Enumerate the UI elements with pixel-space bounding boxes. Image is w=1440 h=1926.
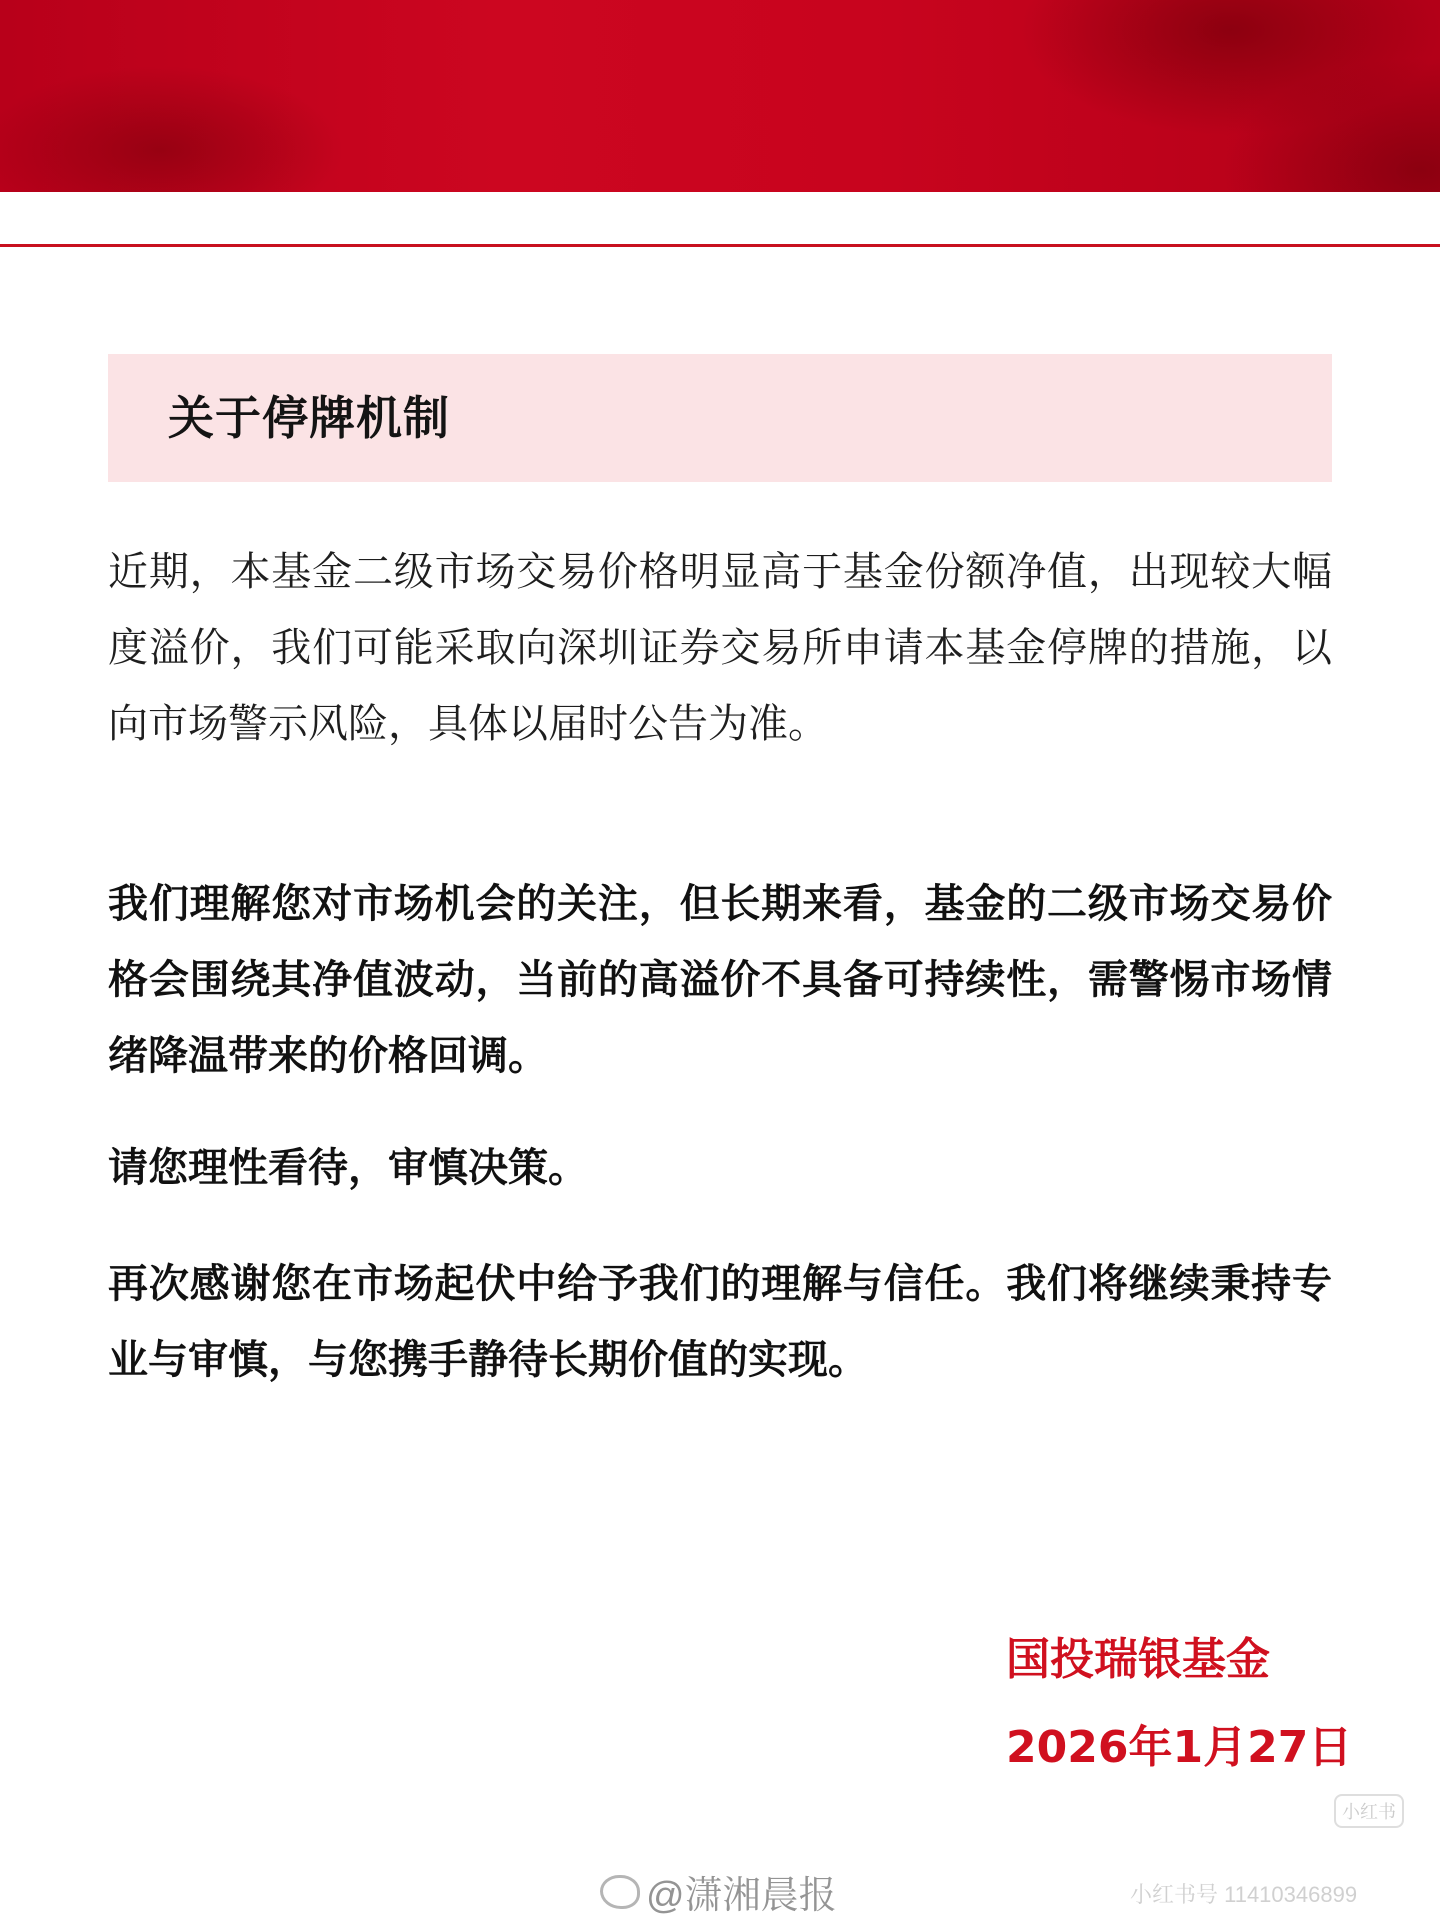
weibo-icon bbox=[600, 1875, 640, 1909]
section-header bbox=[108, 354, 1332, 482]
weibo-watermark bbox=[600, 1864, 837, 1919]
signature-date: 2026年1月27日 bbox=[1006, 1722, 1353, 1773]
paragraph-suspension-notice: 近期，本基金二级市场交易价格明显高于基金份额净值，出现较大幅度溢价，我们可能采取向深圳证券交易所申请本基金停牌的措施，以向市场警示风险，具体以届时公告为准。 bbox=[108, 549, 1332, 747]
weibo-watermark-text: @潇湘晨报 bbox=[646, 1875, 837, 1917]
section-title: 关于停牌机制 bbox=[168, 391, 450, 445]
paragraph-thanks: 再次感谢您在市场起伏中给予我们的理解与信任。我们将继续秉持专业与审慎，与您携手静待长期价值的实现。 bbox=[108, 1261, 1332, 1383]
paragraph-rational-decision: 请您理性看待，审慎决策。 bbox=[108, 1145, 588, 1191]
paragraph-premium-warning: 我们理解您对市场机会的关注，但长期来看，基金的二级市场交易价格会围绕其净值波动，当前的高溢价不具备可持续性，需警惕市场情绪降温带来的价格回调。 bbox=[108, 881, 1332, 1079]
header-divider bbox=[0, 244, 1440, 247]
signature-organization: 国投瑞银基金 bbox=[1006, 1634, 1270, 1685]
xhs-badge-watermark: 小红书 bbox=[1334, 1794, 1404, 1828]
xhs-id-watermark: 小红书号 11410346899 bbox=[1130, 1882, 1358, 1907]
top-banner bbox=[0, 0, 1440, 192]
